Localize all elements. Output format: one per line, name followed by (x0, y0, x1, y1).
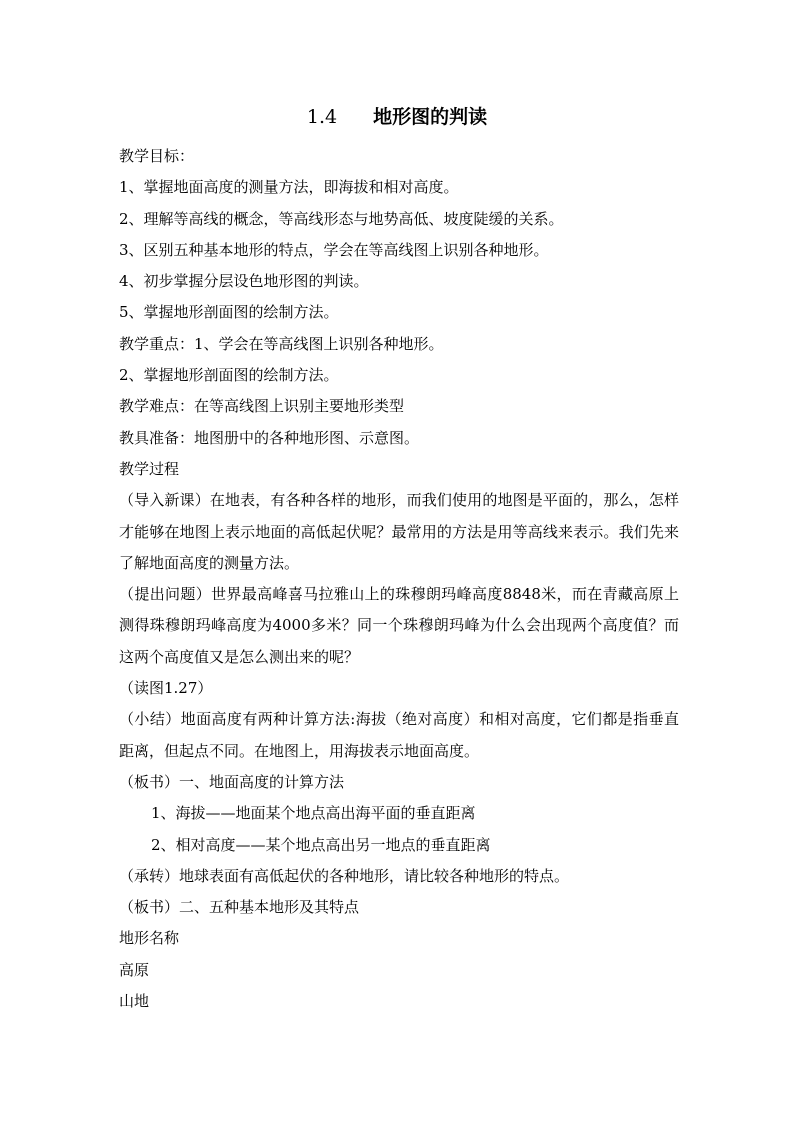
document-body (119, 141, 679, 1017)
read-figure-note: （读图1.27） (119, 679, 213, 698)
board-item-relative-height: 2、相对高度——某个地点高出另一地点的垂直距离 (151, 835, 491, 854)
goal-item-4: 4、初步掌握分层设色地形图的判读。 (119, 272, 369, 291)
goal-item-5: 5、掌握地形剖面图的绘制方法。 (119, 303, 339, 322)
key-points-1: 教学重点：1、学会在等高线图上识别各种地形。 (119, 334, 444, 353)
question-paragraph: （提出问题）世界最高峰喜马拉雅山上的珠穆朗玛峰高度8848米，而在青藏高原上测得珠穆朗玛峰高度为4000多米？同一个珠穆朗玛峰为什么会出现两个高度值？而这两个高度值又是怎么测出来的呢？ (119, 585, 679, 666)
goal-item-2: 2、理解等高线的概念，等高线形态与地势高低、坡度陡缓的关系。 (119, 209, 564, 228)
board-heading-2: （板书）二、五种基本地形及其特点 (119, 898, 360, 917)
board-item-altitude: 1、海拔——地面某个地点高出海平面的垂直距离 (151, 804, 476, 823)
page-title (0, 104, 794, 130)
summary-paragraph: （小结）地面高度有两种计算方法:海拔（绝对高度）和相对高度，它们都是指垂直距离，但起点不同。在地图上，用海拔表示地面高度。 (119, 710, 679, 760)
terrain-mountain: 山地 (119, 992, 150, 1011)
intro-paragraph: （导入新课）在地表，有各种各样的地形，而我们使用的地图是平面的，那么，怎样才能够在地图上表示地面的高低起伏呢？最常用的方法是用等高线来表示。我们先来了解地面高度的测量方法。 (119, 491, 679, 572)
board-heading-1: （板书）一、地面高度的计算方法 (119, 772, 345, 791)
terrain-plateau: 高原 (119, 960, 150, 979)
key-points-2: 2、掌握地形剖面图的绘制方法。 (119, 366, 339, 385)
teaching-goals-heading: 教学目标： (119, 147, 195, 165)
difficulty: 教学难点：在等高线图上识别主要地形类型 (119, 397, 405, 416)
title-text: 地形图的判读 (373, 106, 488, 128)
terrain-name-header: 地形名称 (119, 929, 180, 948)
teaching-process-heading: 教学过程 (119, 459, 180, 478)
transition-line: （承转）地球表面有高低起伏的各种地形，请比较各种地形的特点。 (119, 866, 570, 885)
section-number: 1.4 (306, 106, 338, 128)
goal-item-1: 1、掌握地面高度的测量方法，即海拔和相对高度。 (119, 178, 459, 197)
teaching-aids: 教具准备：地图册中的各种地形图、示意图。 (119, 428, 420, 447)
goal-item-3: 3、区别五种基本地形的特点，学会在等高线图上识别各种地形。 (119, 240, 549, 259)
